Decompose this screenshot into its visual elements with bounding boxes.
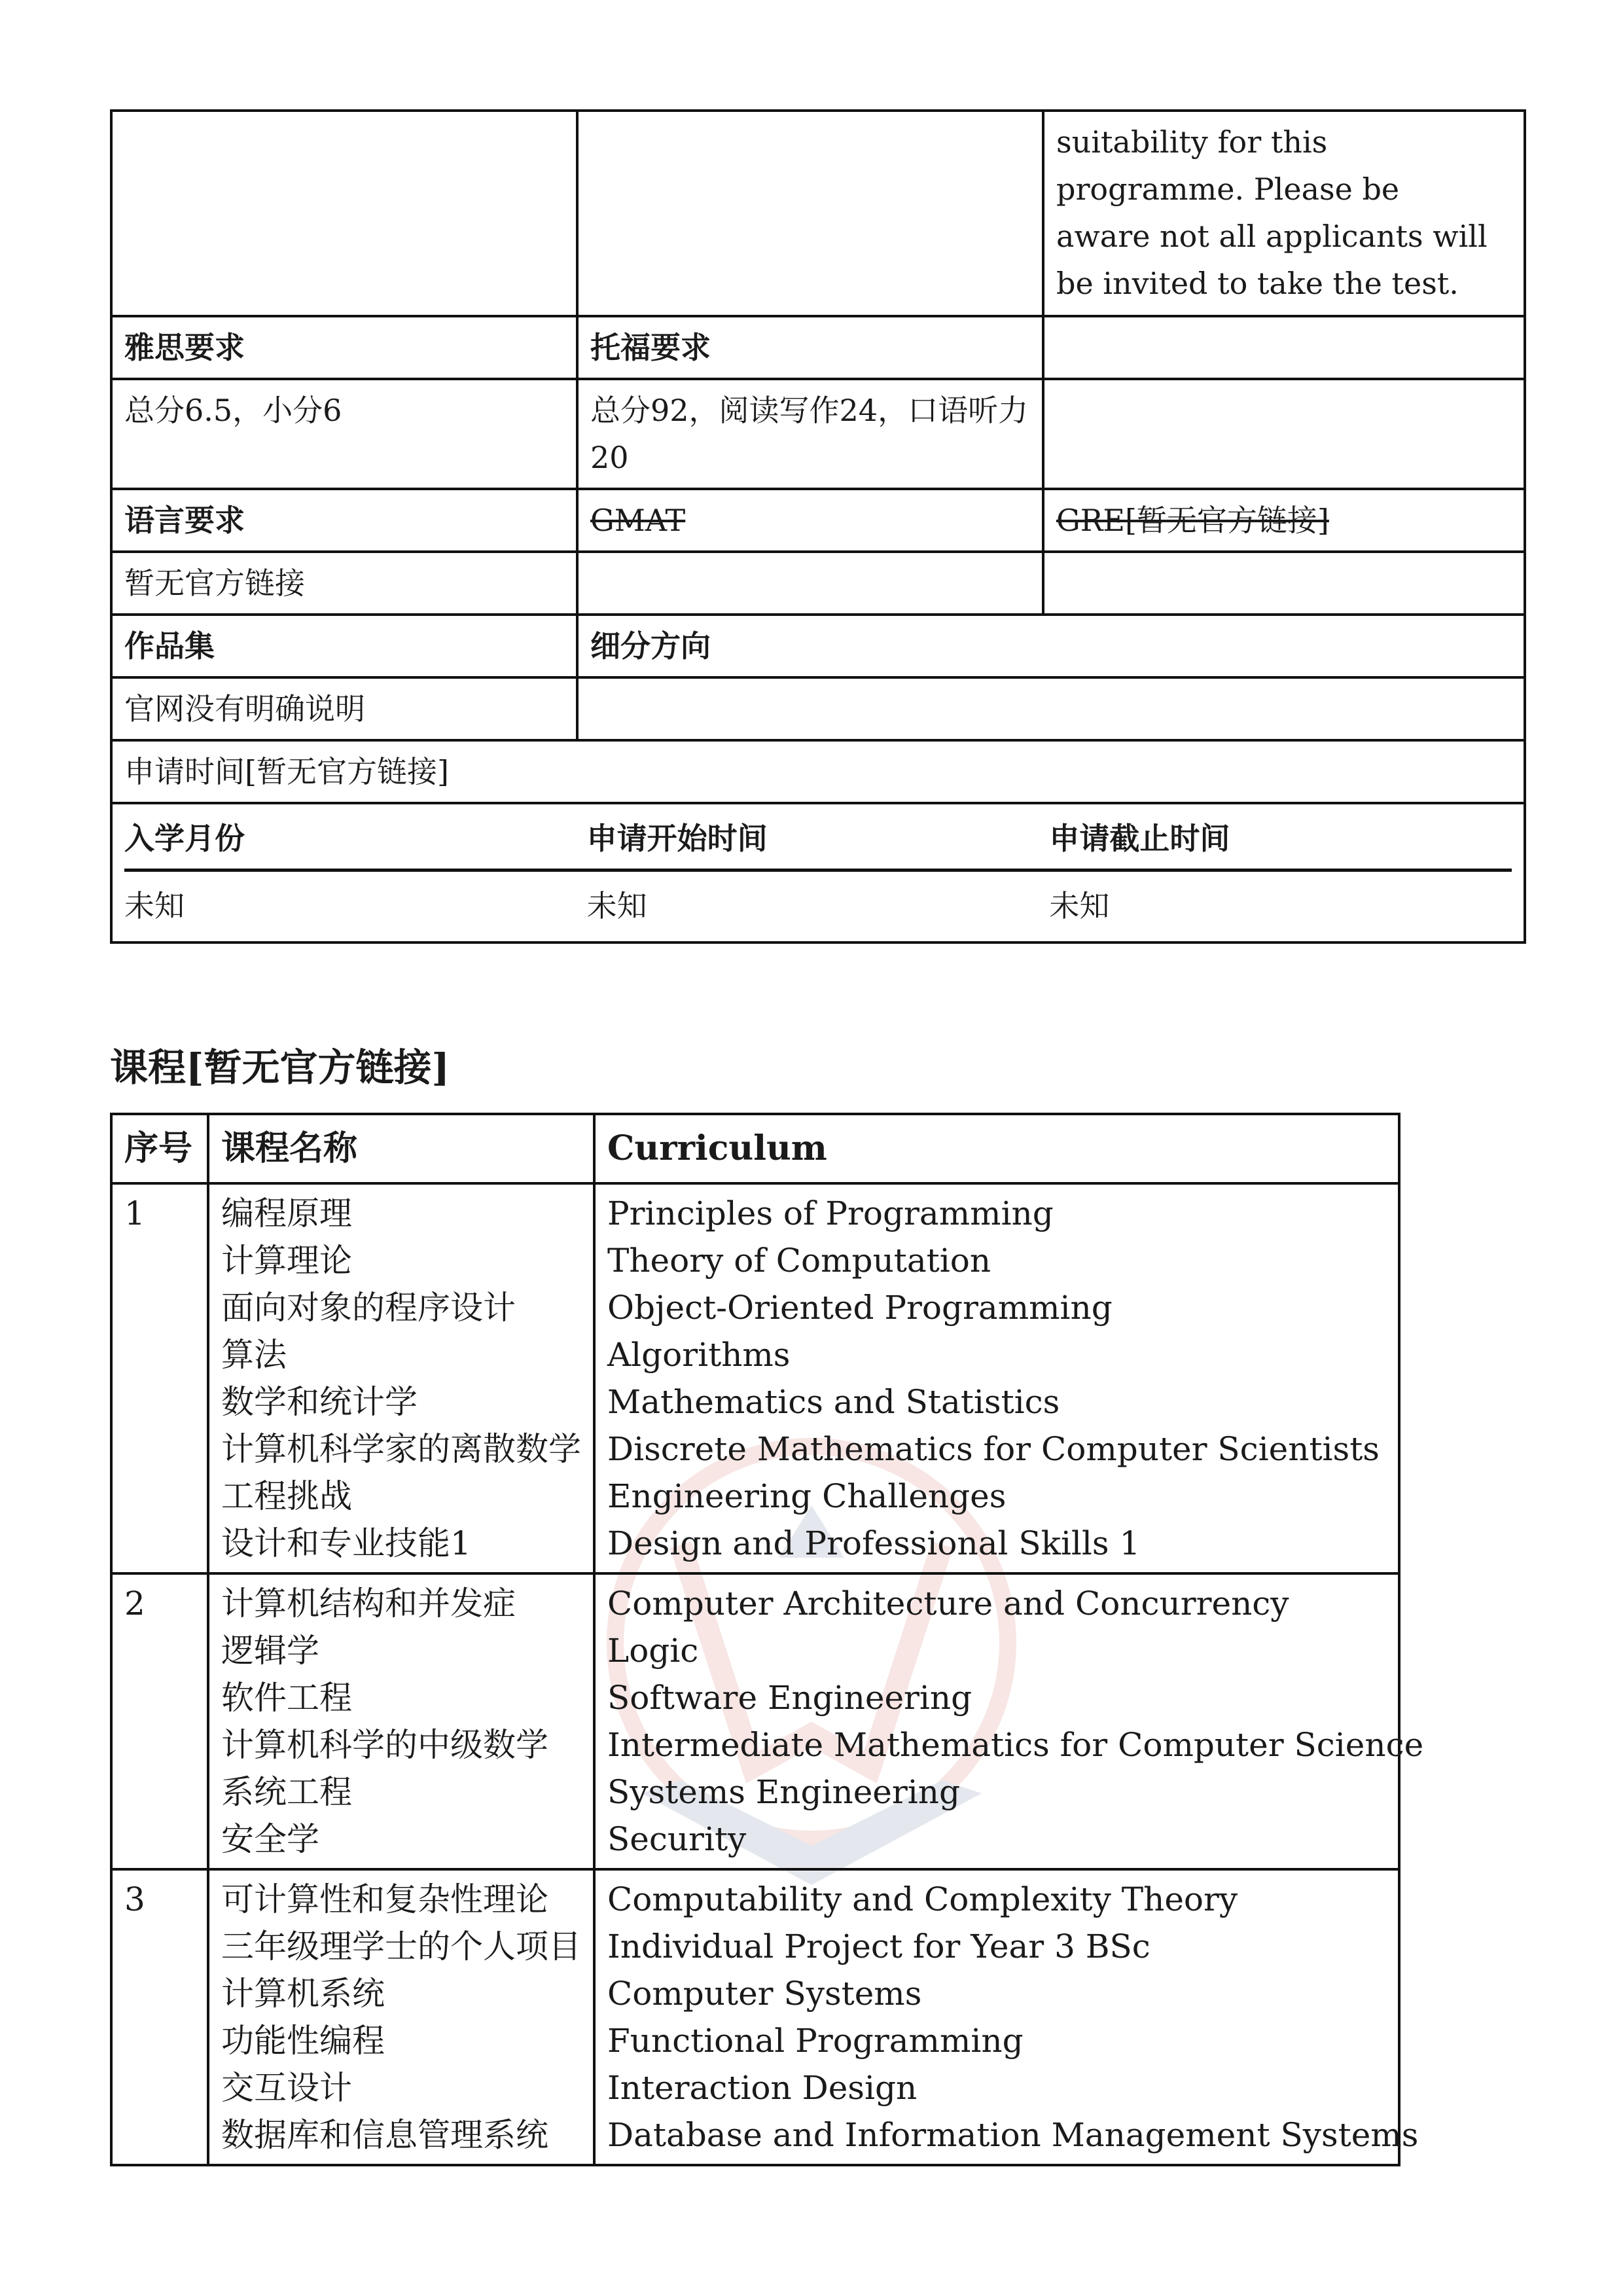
course-name-cn: 安全学 <box>221 1820 319 1858</box>
course-number: 1 <box>111 1183 208 1573</box>
course-name-en: Design and Professional Skills 1 <box>607 1524 1141 1562</box>
number-column-header: 序号 <box>111 1114 208 1183</box>
table-row <box>111 379 1525 489</box>
course-name-cn: 软件工程 <box>221 1679 352 1717</box>
course-names-cn <box>208 1573 594 1869</box>
course-name-cn: 工程挑战 <box>221 1477 352 1515</box>
empty-cell <box>1043 552 1525 615</box>
table-row <box>111 1869 1399 2165</box>
course-name-en: Security <box>607 1820 747 1858</box>
course-name-en: Computer Systems <box>607 1975 922 2013</box>
course-name-en: Computability and Complexity Theory <box>607 1880 1238 1918</box>
table-row <box>124 870 1512 937</box>
course-name-cn: 三年级理学士的个人项目 <box>221 1928 581 1965</box>
course-name-cn: 交互设计 <box>221 2069 352 2107</box>
table-row <box>111 316 1525 379</box>
course-name-cn: 功能性编程 <box>221 2022 385 2060</box>
course-name-en: Logic <box>607 1632 699 1670</box>
course-name-cn: 数据库和信息管理系统 <box>221 2116 548 2154</box>
language-value: 暂无官方链接 <box>111 552 577 615</box>
course-name-cn: 编程原理 <box>221 1194 352 1232</box>
course-name-cn: 设计和专业技能1 <box>221 1524 471 1562</box>
course-name-en: Mathematics and Statistics <box>607 1383 1060 1421</box>
empty-cell <box>1043 379 1525 489</box>
table-row <box>111 552 1525 615</box>
course-name-en: Functional Programming <box>607 2022 1024 2060</box>
test-note-line: aware not all applicants will <box>1056 219 1488 254</box>
application-start-header: 申请开始时间 <box>587 804 1050 870</box>
course-name-en: Software Engineering <box>607 1679 972 1717</box>
course-name-cn: 可计算性和复杂性理论 <box>221 1880 548 1918</box>
application-dates-table <box>124 804 1512 936</box>
test-note-line: suitability for this <box>1056 124 1328 160</box>
empty-cell <box>1043 316 1525 379</box>
course-name-en: Intermediate Mathematics for Computer Science <box>607 1726 1424 1764</box>
curriculum-body <box>111 1183 1424 2165</box>
course-name-en: Systems Engineering <box>607 1773 960 1811</box>
test-note-line: programme. Please be <box>1056 171 1400 207</box>
course-name-cn: 计算机系统 <box>221 1975 385 2013</box>
portfolio-label: 作品集 <box>111 615 577 677</box>
empty-cell <box>577 552 1043 615</box>
direction-label: 细分方向 <box>577 615 1525 677</box>
application-dates-cell <box>111 803 1525 942</box>
empty-cell <box>111 111 577 316</box>
curriculum-table <box>110 1113 1424 2166</box>
toefl-label: 托福要求 <box>577 316 1043 379</box>
table-row <box>111 1183 1399 1573</box>
course-name-en: Engineering Challenges <box>607 1477 1007 1515</box>
gre-label: GRE[暂无官方链接] <box>1043 489 1525 552</box>
course-name-column-header: 课程名称 <box>208 1114 594 1183</box>
course-name-en: Interaction Design <box>607 2069 918 2107</box>
curriculum-column-header: Curriculum <box>594 1114 1399 1183</box>
table-row <box>111 677 1525 740</box>
test-note-line: be invited to take the test. <box>1056 266 1459 301</box>
test-note-cell <box>1043 111 1525 316</box>
course-names-en <box>594 1573 1424 1869</box>
table-row <box>111 489 1525 552</box>
course-number: 2 <box>111 1573 208 1869</box>
ielts-value: 总分6.5，小分6 <box>111 379 577 489</box>
course-name-en: Individual Project for Year 3 BSc <box>607 1928 1150 1965</box>
intake-month-header: 入学月份 <box>124 804 587 870</box>
language-label: 语言要求 <box>111 489 577 552</box>
application-start-value: 未知 <box>586 888 647 924</box>
application-deadline-header: 申请截止时间 <box>1049 804 1512 870</box>
portfolio-value: 官网没有明确说明 <box>111 677 577 740</box>
course-name-en: Computer Architecture and Concurrency <box>607 1585 1289 1623</box>
course-name-cn: 计算机结构和并发症 <box>221 1585 516 1623</box>
ielts-label: 雅思要求 <box>111 316 577 379</box>
course-name-en: Principles of Programming <box>607 1194 1054 1232</box>
course-number: 3 <box>111 1869 208 2165</box>
gmat-label: GMAT <box>577 489 1043 552</box>
course-name-cn: 面向对象的程序设计 <box>221 1289 516 1327</box>
course-names-cn <box>208 1869 594 2165</box>
course-name-cn: 数学和统计学 <box>221 1383 418 1421</box>
course-name-en: Database and Information Management Systems <box>607 2116 1419 2154</box>
application-deadline-value: 未知 <box>1049 888 1110 924</box>
table-row <box>111 740 1525 803</box>
course-names-en <box>594 1869 1419 2165</box>
intake-month-value: 未知 <box>124 888 185 924</box>
course-names-cn <box>208 1183 594 1573</box>
toefl-value: 总分92，阅读写作24，口语听力20 <box>577 379 1043 489</box>
course-name-en: Algorithms <box>607 1336 791 1374</box>
course-name-cn: 算法 <box>221 1336 287 1374</box>
course-name-en: Theory of Computation <box>607 1242 991 1280</box>
course-names-en <box>594 1183 1399 1573</box>
table-row <box>124 804 1512 870</box>
course-name-cn: 计算机科学家的离散数学 <box>221 1430 581 1468</box>
empty-cell <box>577 677 1525 740</box>
application-time-label: 申请时间[暂无官方链接] <box>111 740 1525 803</box>
course-name-cn: 逻辑学 <box>221 1632 319 1670</box>
empty-cell <box>577 111 1043 316</box>
table-row <box>111 615 1525 677</box>
requirements-table <box>110 109 1526 944</box>
course-name-cn: 计算理论 <box>221 1242 352 1280</box>
table-row <box>111 803 1525 942</box>
table-row <box>111 1573 1399 1869</box>
course-name-en: Object-Oriented Programming <box>607 1289 1113 1327</box>
course-name-cn: 计算机科学的中级数学 <box>221 1726 548 1764</box>
course-name-en: Discrete Mathematics for Computer Scientists <box>607 1430 1380 1468</box>
curriculum-title: 课程[暂无官方链接] <box>110 1045 450 1090</box>
table-header-row <box>111 1114 1399 1183</box>
table-row <box>111 111 1525 316</box>
course-name-cn: 系统工程 <box>221 1773 352 1811</box>
